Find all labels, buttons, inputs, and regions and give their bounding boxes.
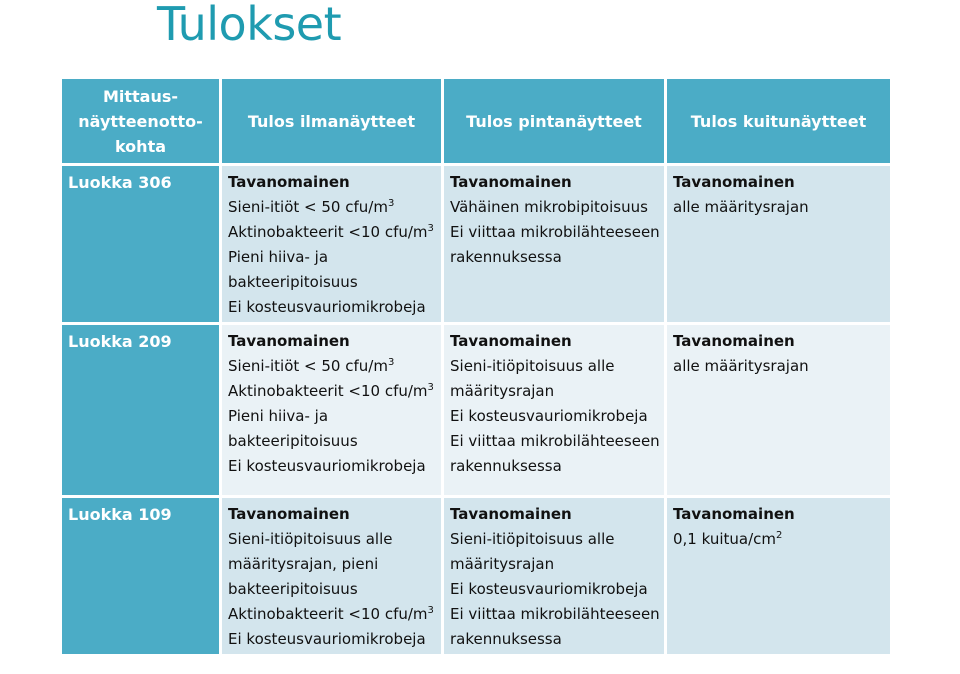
result-line — [450, 577, 658, 602]
result-line — [228, 577, 419, 602]
result-line-text: Sieni-itiöt < 50 cfu/m — [228, 357, 388, 375]
result-line — [450, 404, 658, 429]
result-line-text: Vähäinen mikrobipitoisuus — [450, 198, 648, 216]
location-cell: Luokka 109 — [62, 498, 222, 657]
header-location-line: kohta — [114, 136, 167, 156]
result-line-text: Sieni-itiöpitoisuus alle — [450, 530, 615, 548]
surface-result-cell — [444, 498, 667, 657]
result-line-text: rakennuksessa — [450, 630, 562, 648]
result-line-text: Sieni-itiöt < 50 cfu/m — [228, 198, 388, 216]
result-line-text: alle määritysrajan — [673, 357, 809, 375]
result-heading: Tavanomainen — [450, 505, 572, 523]
result-line — [450, 245, 658, 270]
result-line — [228, 270, 419, 295]
result-line — [228, 454, 426, 479]
result-heading: Tavanomainen — [450, 332, 572, 350]
result-line-text: rakennuksessa — [450, 248, 562, 266]
location-cell: Luokka 209 — [62, 325, 222, 498]
result-line-text: määritysrajan — [450, 555, 555, 573]
table-body — [62, 166, 890, 657]
result-heading: Tavanomainen — [673, 505, 795, 523]
air-result-cell — [222, 498, 444, 657]
unit-exponent: 3 — [387, 357, 395, 368]
header-location-line: näytteenotto- — [78, 111, 203, 131]
header-air: Tulos ilmanäytteet — [222, 79, 444, 166]
result-line — [228, 220, 434, 245]
result-line — [450, 429, 658, 454]
result-line — [228, 245, 419, 270]
unit-exponent: 3 — [387, 198, 395, 209]
result-line — [228, 627, 426, 652]
fiber-result-cell — [667, 325, 890, 498]
unit-exponent: 2 — [776, 530, 783, 541]
result-heading: Tavanomainen — [228, 332, 350, 350]
result-heading: Tavanomainen — [673, 173, 795, 191]
unit-exponent: 3 — [427, 605, 434, 616]
table-row — [62, 325, 890, 498]
result-line-text: Aktinobakteerit <10 cfu/m — [228, 382, 428, 400]
table-row — [62, 166, 890, 325]
result-heading: Tavanomainen — [450, 173, 572, 191]
result-line — [228, 404, 419, 429]
unit-exponent: 3 — [427, 223, 434, 234]
result-line — [228, 527, 419, 552]
surface-result-cell — [444, 325, 667, 498]
result-line-text: Sieni-itiöpitoisuus alle — [450, 357, 615, 375]
result-heading: Tavanomainen — [673, 332, 795, 350]
header-surface: Tulos pintanäytteet — [444, 79, 667, 166]
result-line-text: Ei viittaa mikrobilähteeseen — [450, 605, 660, 623]
result-line — [228, 379, 434, 404]
result-line-text: määritysrajan — [450, 382, 555, 400]
result-line-text: Ei kosteusvauriomikrobeja — [228, 298, 426, 316]
result-line — [228, 354, 419, 379]
unit-exponent: 3 — [427, 382, 434, 393]
result-line — [450, 454, 658, 479]
result-heading: Tavanomainen — [228, 173, 350, 191]
result-line-text: alle määritysrajan — [673, 198, 809, 216]
result-line-text: Ei kosteusvauriomikrobeja — [450, 580, 648, 598]
result-line-text: Ei kosteusvauriomikrobeja — [228, 457, 426, 475]
page-title: Tulokset — [157, 0, 342, 51]
location-cell: Luokka 306 — [62, 166, 222, 325]
result-line — [228, 295, 426, 320]
result-line — [450, 602, 658, 627]
result-line-text: Ei kosteusvauriomikrobeja — [450, 407, 648, 425]
result-line — [450, 195, 658, 220]
result-line-text: määritysrajan, pieni — [228, 555, 379, 573]
result-line — [673, 195, 884, 220]
fiber-result-cell — [667, 166, 890, 325]
result-line — [228, 602, 434, 627]
result-line-text: Aktinobakteerit <10 cfu/m — [228, 605, 428, 623]
result-line-text: rakennuksessa — [450, 457, 562, 475]
result-line-text: Ei kosteusvauriomikrobeja — [228, 630, 426, 648]
result-line-text: bakteeripitoisuus — [228, 580, 358, 598]
result-line — [228, 429, 419, 454]
result-line — [450, 527, 658, 552]
table-row — [62, 498, 890, 657]
result-line — [228, 552, 419, 577]
result-line-text: Aktinobakteerit <10 cfu/m — [228, 223, 428, 241]
result-line — [450, 354, 658, 379]
fiber-result-cell — [667, 498, 890, 657]
result-line — [228, 195, 419, 220]
result-line — [450, 379, 658, 404]
result-line-text: Pieni hiiva- ja — [228, 407, 329, 425]
result-line-text: 0,1 kuitua/cm — [673, 530, 777, 548]
result-line-text: bakteeripitoisuus — [228, 432, 358, 450]
table-header-row — [62, 79, 890, 166]
air-result-cell — [222, 325, 444, 498]
air-result-cell — [222, 166, 444, 325]
result-line-text: Ei viittaa mikrobilähteeseen — [450, 432, 660, 450]
result-line — [673, 354, 884, 379]
result-heading: Tavanomainen — [228, 505, 350, 523]
header-location-line: Mittaus- — [102, 86, 179, 106]
result-line-text: Ei viittaa mikrobilähteeseen — [450, 223, 660, 241]
result-line-text: Pieni hiiva- ja — [228, 248, 329, 266]
results-table — [62, 79, 890, 657]
result-line-text: bakteeripitoisuus — [228, 273, 358, 291]
result-line — [450, 552, 658, 577]
result-line-text: Sieni-itiöpitoisuus alle — [228, 530, 393, 548]
header-fiber: Tulos kuitunäytteet — [667, 79, 890, 166]
result-line — [450, 220, 658, 245]
result-line — [673, 527, 884, 552]
header-location — [62, 79, 222, 166]
surface-result-cell — [444, 166, 667, 325]
result-line — [450, 627, 658, 652]
